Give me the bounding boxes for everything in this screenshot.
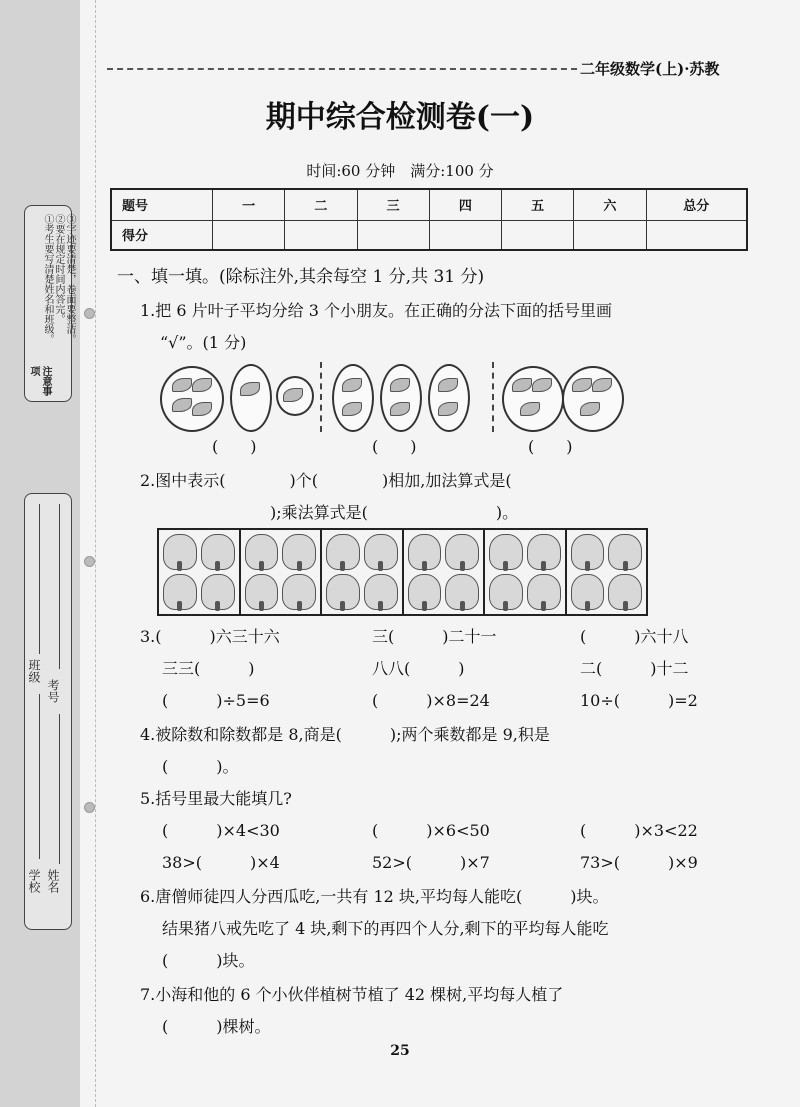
section-1-title: 一、填一填。(除标注外,其余每空 1 分,共 31 分): [117, 267, 485, 287]
q5-cell[interactable]: 38>( )×4: [162, 853, 280, 872]
score-cell[interactable]: [646, 220, 747, 250]
q6-line2: 结果猪八戒先吃了 4 块,剩下的再四个人分,剩下的平均每人能吃: [162, 919, 609, 938]
elephant-group: [159, 530, 241, 614]
score-cell[interactable]: [429, 220, 501, 250]
q6-line3[interactable]: ( )块。: [162, 951, 255, 970]
q3-cell[interactable]: 10÷( )=2: [580, 691, 698, 710]
note-1: ①考生要写清楚姓名和班级。: [42, 214, 53, 344]
divider-line: [492, 362, 494, 432]
q3-cell[interactable]: 八八( ): [372, 659, 465, 678]
q7-line1: 7.小海和他的 6 个小伙伴植树节植了 42 棵树,平均每人植了: [140, 985, 564, 1004]
score-table: [110, 188, 748, 251]
elephant-icon: [608, 534, 642, 570]
score-cell[interactable]: [213, 220, 285, 250]
elephant-icon: [163, 534, 197, 570]
header-cell: 四: [429, 189, 501, 220]
elephant-group: [485, 530, 567, 614]
score-cell[interactable]: [357, 220, 429, 250]
elephant-icon: [282, 574, 316, 610]
elephant-icon: [282, 534, 316, 570]
binding-hole: [84, 556, 95, 567]
elephant-icon: [163, 574, 197, 610]
plate-icon: [160, 366, 224, 432]
q5-title: 5.括号里最大能填几?: [140, 789, 292, 808]
q4-line1[interactable]: 4.被除数和除数都是 8,商是( );两个乘数都是 9,积是: [140, 725, 550, 744]
q1-answer-blank-2[interactable]: ( ): [372, 437, 417, 456]
q5-cell[interactable]: 73>( )×9: [580, 853, 698, 872]
q2-line2[interactable]: );乘法算式是( )。: [270, 503, 519, 522]
q5-cell[interactable]: ( )×6<50: [372, 821, 490, 840]
q3-cell[interactable]: 3.( )六三十六: [140, 627, 280, 646]
plate-icon: [230, 364, 272, 432]
elephant-icon: [489, 534, 523, 570]
q3-cell[interactable]: ( )×8=24: [372, 691, 490, 710]
elephant-icon: [408, 574, 442, 610]
elephant-icon: [201, 574, 235, 610]
plate-icon: [562, 366, 624, 432]
header-cell: 一: [213, 189, 285, 220]
q5-cell[interactable]: ( )×3<22: [580, 821, 698, 840]
elephant-icon: [445, 574, 479, 610]
note-2: ②要在规定时间内答完。: [53, 214, 64, 324]
q6-line1[interactable]: 6.唐僧师徒四人分西瓜吃,一共有 12 块,平均每人能吃( )块。: [140, 887, 609, 906]
q5-cell[interactable]: 52>( )×7: [372, 853, 490, 872]
elephant-grid: [157, 528, 648, 616]
elephant-icon: [527, 574, 561, 610]
q1-answer-blank-1[interactable]: ( ): [212, 437, 257, 456]
elephant-group: [404, 530, 486, 614]
elephant-group: [241, 530, 323, 614]
score-cell[interactable]: [285, 220, 357, 250]
elephant-icon: [326, 534, 360, 570]
plate-icon: [332, 364, 374, 432]
elephant-icon: [364, 534, 398, 570]
elephant-icon: [201, 534, 235, 570]
header-cell: 五: [502, 189, 574, 220]
score-cell[interactable]: [574, 220, 646, 250]
q3-cell[interactable]: ( )六十八: [580, 627, 689, 646]
field-class: 班级: [27, 659, 41, 683]
elephant-icon: [245, 574, 279, 610]
plate-icon: [502, 366, 564, 432]
score-cell[interactable]: [502, 220, 574, 250]
field-name: 姓名: [46, 869, 60, 893]
elephant-group: [322, 530, 404, 614]
q7-line2[interactable]: ( )棵树。: [162, 1017, 271, 1036]
plate-icon: [428, 364, 470, 432]
elephant-icon: [408, 534, 442, 570]
header-rule: [107, 68, 577, 70]
page-number: 25: [390, 1043, 410, 1059]
elephant-icon: [571, 574, 605, 610]
note-3: ③字迹要清楚，卷面要整洁。: [64, 214, 75, 344]
notes-title: 注意事项: [28, 366, 51, 396]
student-info-box: [24, 493, 72, 930]
q2-line1[interactable]: 2.图中表示( )个( )相加,加法算式是(: [140, 471, 512, 490]
elephant-icon: [445, 534, 479, 570]
q3-cell[interactable]: 二( )十二: [580, 659, 689, 678]
exam-title: 期中综合检测卷(一): [265, 100, 535, 135]
q5-cell[interactable]: ( )×4<30: [162, 821, 280, 840]
elephant-icon: [571, 534, 605, 570]
header-title: 二年级数学(上)·苏教: [580, 60, 720, 78]
notes-box: [24, 205, 75, 402]
q1-answer-blank-3[interactable]: ( ): [528, 437, 573, 456]
header-cell: 题号: [111, 189, 213, 220]
q4-line2[interactable]: ( )。: [162, 757, 239, 776]
elephant-icon: [527, 534, 561, 570]
elephant-group: [567, 530, 647, 614]
q3-cell[interactable]: 三( )二十一: [372, 627, 497, 646]
elephant-icon: [364, 574, 398, 610]
field-school: 学校: [27, 869, 41, 893]
binding-hole: [84, 802, 95, 813]
plate-icon: [380, 364, 422, 432]
elephant-icon: [326, 574, 360, 610]
q3-cell[interactable]: 三三( ): [162, 659, 255, 678]
q1-line2: “√”。(1 分): [160, 333, 247, 352]
q1-line1: 1.把 6 片叶子平均分给 3 个小朋友。在正确的分法下面的括号里画: [140, 301, 612, 320]
elephant-icon: [608, 574, 642, 610]
header-cell: 总分: [646, 189, 747, 220]
header-cell: 二: [285, 189, 357, 220]
q3-cell[interactable]: ( )÷5=6: [162, 691, 270, 710]
exam-subtitle: 时间:60 分钟 满分:100 分: [306, 162, 494, 180]
divider-line: [320, 362, 322, 432]
field-number: 考号: [46, 679, 60, 703]
header-cell: 六: [574, 189, 646, 220]
score-label: 得分: [111, 220, 213, 250]
header-cell: 三: [357, 189, 429, 220]
binding-hole: [84, 308, 95, 319]
elephant-icon: [489, 574, 523, 610]
elephant-icon: [245, 534, 279, 570]
